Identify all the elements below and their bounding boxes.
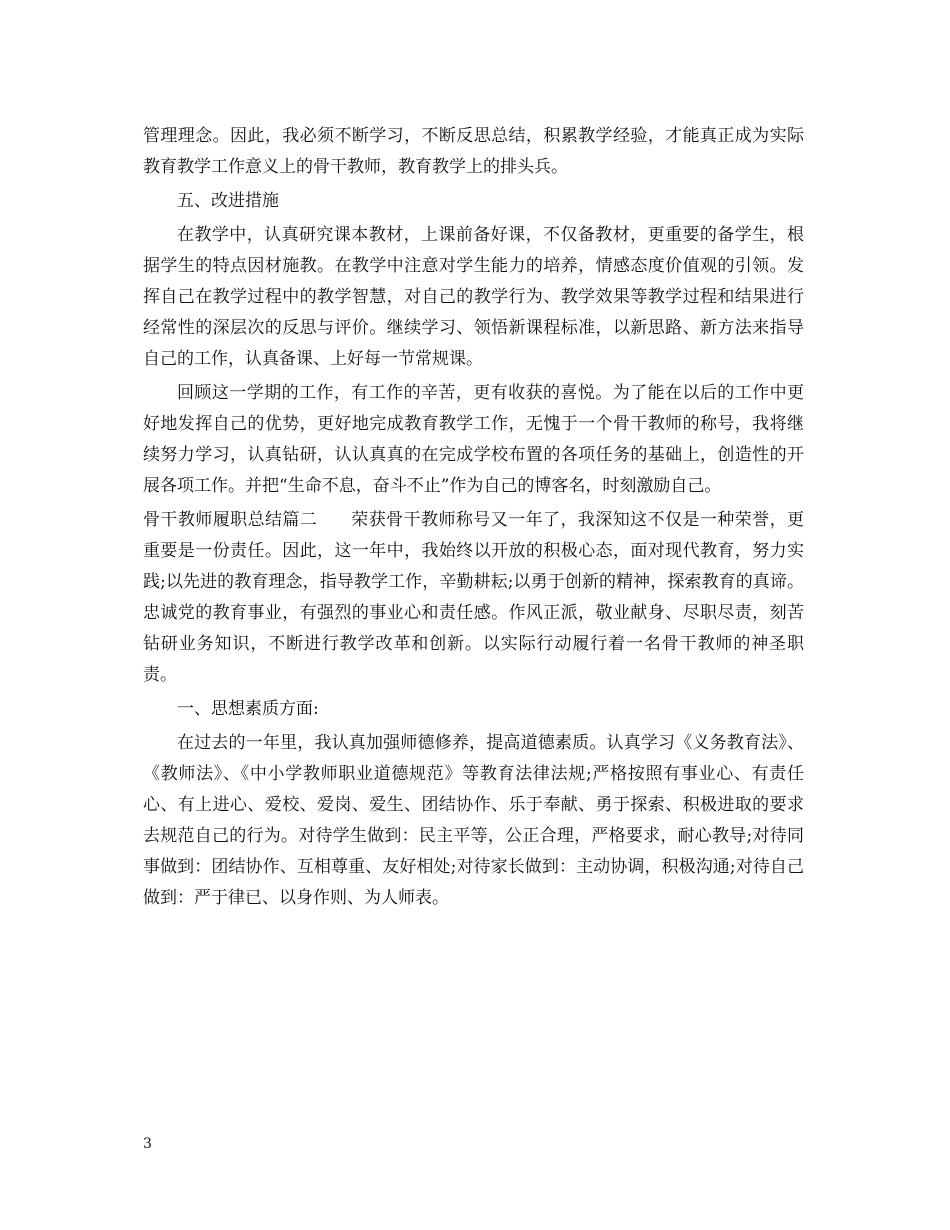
paragraph-review: 回顾这一学期的工作，有工作的辛苦，更有收获的喜悦。为了能在以后的工作中更好地发挥自己的优势，更好地完成教育教学工作，无愧于一个骨干教师的称号，我将继续努力学习，认真钻研，认认真真的在完成学校布置的各项任务的基础上，创造性的开展各项工作。并把“生命不息，奋斗不止”作为自己的博客名，时刻激励自己。 bbox=[143, 383, 804, 496]
document-body bbox=[143, 121, 804, 917]
paragraph-teaching-measures: 在教学中，认真研究课本教材，上课前备好课，不仅备教材，更重要的备学生，根据学生的特点因材施教。在教学中注意对学生能力的培养，情感态度价值观的引领。发挥自己在教学过程中的教学智慧，对自己的教学行为、教学效果等教学过程和结果进行经常性的深层次的反思与评价。继续学习、领悟新课程标准，以新思路、新方法来指导自己的工作，认真备课、上好每一节常规课。 bbox=[143, 225, 804, 369]
section-two-text: 荣获骨干教师称号又一年了，我深知这不仅是一种荣誉，更重要是一份责任。因此，这一年中，我始终以开放的积极心态，面对现代教育，努力实践;以先进的教育理念，指导教学工作，辛勤耕耘;以勇于创新的精神，探索教育的真谛。忠诚党的教育事业，有强烈的事业心和责任感。作风正派，敬业献身、尽职尽责，刻苦钻研业务知识，不断进行教学改革和创新。以实际行动履行着一名骨干教师的神圣职责。 bbox=[143, 510, 805, 685]
heading-ideological-quality: 一、思想素质方面: bbox=[177, 699, 319, 719]
section-two-title: 骨干教师履职总结篇二 bbox=[143, 510, 318, 530]
section-two-paragraph bbox=[143, 505, 804, 691]
page-number: 3 bbox=[143, 1136, 152, 1152]
heading-improvement-measures: 五、改进措施 bbox=[177, 191, 279, 211]
paragraph-continuation: 管理理念。因此，我必须不断学习，不断反思总结，积累教学经验，才能真正成为实际教育教学工作意义上的骨干教师，教育教学上的排头兵。 bbox=[143, 126, 804, 177]
paragraph-ethics: 在过去的一年里，我认真加强师德修养，提高道德素质。认真学习《义务教育法》、《教师法》、《中小学教师职业道德规范》等教育法律法规;严格按照有事业心、有责任心、有上进心、爱校、爱岗、爱生、团结协作、乐于奉献、勇于探索、积极进取的要求去规范自己的行为。对待学生做到：民主平等，公正合理，严格要求，耐心教导;对待同事做到：团结协作、互相尊重、友好相处;对待家长做到：主动协调，积极沟通;对待自己做到：严于律已、以身作则、为人师表。 bbox=[143, 733, 804, 908]
